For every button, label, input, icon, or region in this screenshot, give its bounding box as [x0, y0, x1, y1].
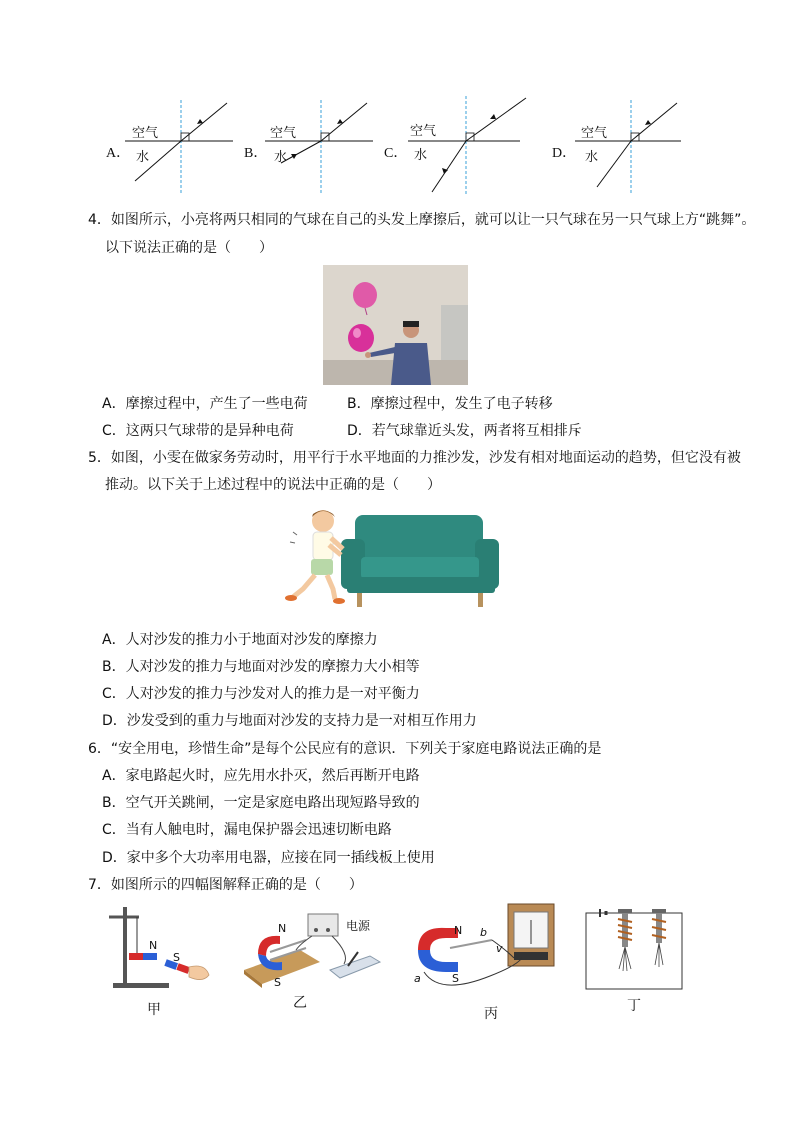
q3-b-ray-diagram — [265, 95, 375, 195]
q7-caption-bing: 丙 — [484, 1006, 498, 1022]
q4-option-d[interactable]: D．若气球靠近头发，两者将互相排斥 — [347, 423, 582, 439]
q3-option-d-label: D． — [552, 146, 577, 161]
q3-d-air-label: 空气 — [581, 126, 608, 141]
bing-n-label: N — [454, 924, 463, 937]
q6-option-b[interactable]: B．空气开关跳闸，一定是家庭电路出现短路导致的 — [102, 795, 420, 811]
q4-stem-line1: 4．如图所示，小亮将两只相同的气球在自己的头发上摩擦后，就可以让一只气球在另一只气球上方“跳舞”。 — [88, 212, 756, 228]
q4-option-b[interactable]: B．摩擦过程中，发生了电子转移 — [347, 396, 553, 412]
q7-caption-yi: 乙 — [293, 995, 307, 1011]
q7-figure-ding — [582, 905, 687, 990]
q3-c-ray-diagram — [408, 92, 533, 197]
q6-stem: 6．“安全用电，珍惜生命”是每个公民应有的意识．下列关于家庭电路说法正确的是 — [88, 741, 602, 757]
bing-b-label: b — [480, 926, 487, 939]
q3-option-b-label: B． — [244, 146, 268, 161]
q5-stem-line2: 推动。以下关于上述过程中的说法中正确的是（ ） — [105, 477, 441, 493]
q3-b-air-label: 空气 — [270, 126, 297, 141]
q3-a-air-label: 空气 — [132, 126, 159, 141]
q3-d-water-label: 水 — [585, 150, 599, 165]
q7-stem: 7．如图所示的四幅图解释正确的是（ ） — [88, 877, 363, 893]
q6-option-c[interactable]: C．当有人触电时，漏电保护器会迅速切断电路 — [102, 822, 392, 838]
q7-figure-bing — [410, 900, 560, 995]
q3-c-air-label: 空气 — [410, 124, 437, 139]
q3-b-water-label: 水 — [274, 150, 288, 165]
q3-option-c-label: C． — [384, 146, 408, 161]
q5-option-d[interactable]: D．沙发受到的重力与地面对沙发的支持力是一对相互作用力 — [102, 713, 477, 729]
q7-caption-jia: 甲 — [147, 1002, 161, 1018]
q5-option-c[interactable]: C．人对沙发的推力与沙发对人的推力是一对平衡力 — [102, 686, 420, 702]
q3-a-water-label: 水 — [136, 150, 150, 165]
q4-option-c[interactable]: C．这两只气球带的是异种电荷 — [102, 423, 294, 439]
q5-option-b[interactable]: B．人对沙发的推力与地面对沙发的摩擦力大小相等 — [102, 659, 420, 675]
yi-power-label: 电源 — [346, 919, 371, 933]
q3-a-ray-diagram — [125, 95, 235, 195]
q4-balloon-photo — [323, 265, 468, 385]
q6-option-d[interactable]: D．家中多个大功率用电器，应接在同一插线板上使用 — [102, 850, 435, 866]
jia-n-label: N — [149, 939, 158, 952]
bing-v-label: v — [496, 942, 503, 955]
yi-n-label: N — [278, 922, 287, 935]
q5-stem-line1: 5．如图，小雯在做家务劳动时，用平行于水平地面的力推沙发，沙发有相对地面运动的趋势，但它没有被 — [88, 450, 741, 466]
q5-option-a[interactable]: A．人对沙发的推力小于地面对沙发的摩擦力 — [102, 632, 378, 648]
q4-stem-line2: 以下说法正确的是（ ） — [105, 240, 273, 256]
q5-sofa-figure — [285, 505, 505, 615]
jia-s-label: S — [173, 951, 180, 964]
q6-option-a[interactable]: A．家电路起火时，应先用水扑灭，然后再断开电路 — [102, 768, 420, 784]
q4-option-a[interactable]: A．摩擦过程中，产生了一些电荷 — [102, 396, 308, 412]
q7-figure-jia — [105, 905, 220, 990]
yi-s-label: S — [274, 976, 281, 989]
q3-d-ray-diagram — [575, 95, 685, 195]
bing-s-label: S — [452, 972, 459, 985]
q3-option-a-label: A． — [106, 146, 131, 161]
q7-caption-ding: 丁 — [627, 998, 641, 1014]
bing-a-label: a — [414, 972, 421, 985]
q7-figure-yi — [240, 910, 390, 990]
q3-c-water-label: 水 — [414, 148, 428, 163]
